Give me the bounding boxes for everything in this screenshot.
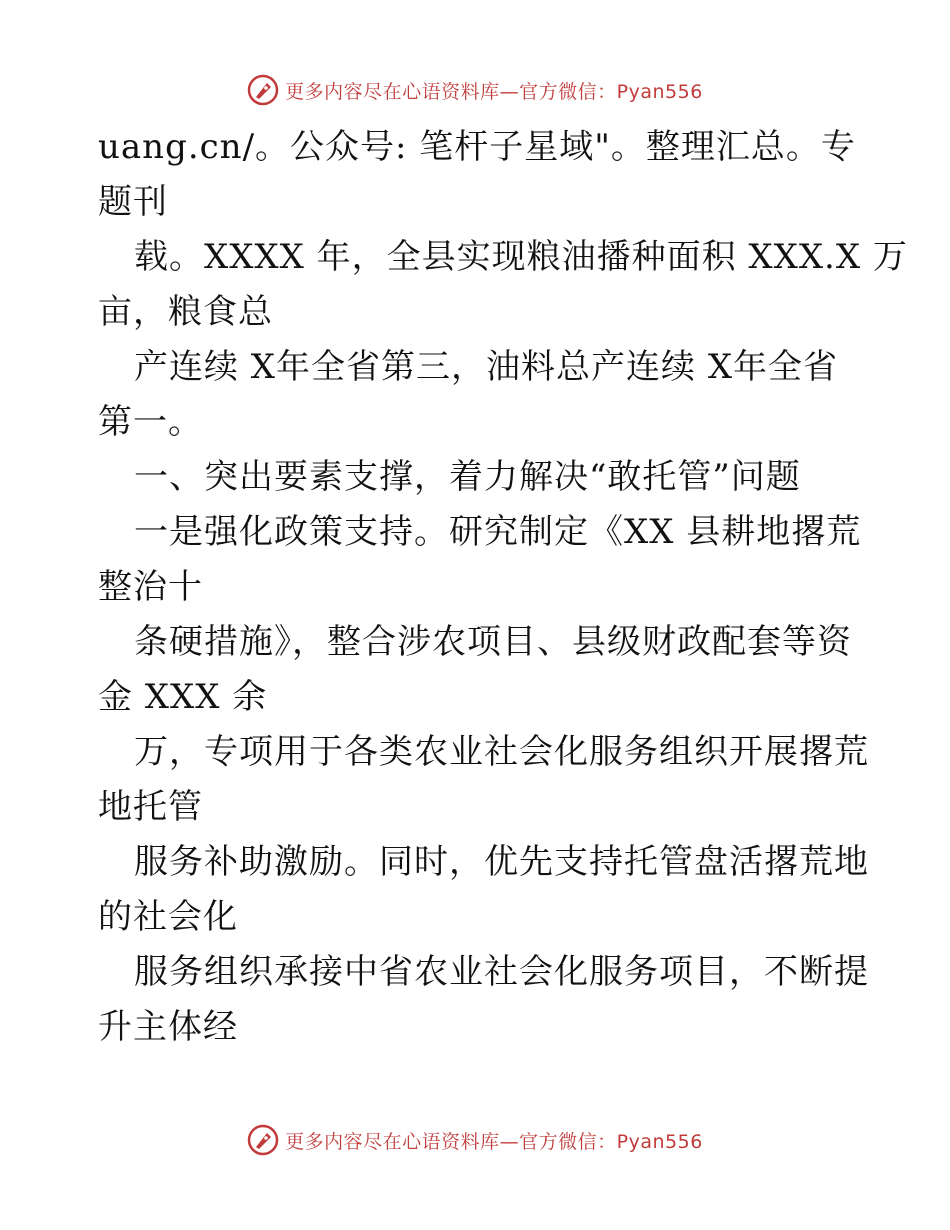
body-line: 条硬措施》，整合涉农项目、县级财政配套等资 [134, 622, 852, 662]
body-line: 升主体经 [98, 1007, 238, 1047]
body-line: 的社会化 [98, 897, 238, 937]
body-line: 地托管 [98, 787, 203, 827]
header-banner-text: 更多内容尽在心语资料库—官方微信：Pyan556 [285, 80, 703, 103]
pen-nib-logo-icon [247, 74, 279, 106]
body-line: uang.cn/。公众号: 笔杆子星域"。整理汇总。专 [98, 127, 856, 167]
footer-banner-text: 更多内容尽在心语资料库—官方微信：Pyan556 [285, 1130, 703, 1153]
document-body [98, 120, 908, 1055]
section-heading: 一、突出要素支撑，着力解决“敢托管”问题 [134, 457, 801, 497]
body-line: 题刊 [98, 182, 168, 222]
body-line: 亩，粮食总 [98, 292, 273, 332]
body-line: 一是强化政策支持。研究制定《XX 县耕地撂荒 [134, 512, 862, 552]
body-line: 金 XXX 余 [98, 677, 268, 717]
body-line: 整治十 [98, 567, 203, 607]
body-line: 第一。 [98, 402, 203, 442]
body-line: 产连续 X年全省第三，油料总产连续 X年全省 [134, 347, 839, 387]
header-banner [0, 70, 950, 110]
body-line: 服务补助激励。同时，优先支持托管盘活撂荒地 [134, 842, 869, 882]
body-line: 载。XXXX 年，全县实现粮油播种面积 XXX.X 万 [134, 237, 908, 277]
body-line: 万，专项用于各类农业社会化服务组织开展撂荒 [134, 732, 869, 772]
footer-banner [0, 1120, 950, 1160]
pen-nib-logo-icon [247, 1124, 279, 1156]
body-line: 服务组织承接中省农业社会化服务项目，不断提 [134, 952, 869, 992]
